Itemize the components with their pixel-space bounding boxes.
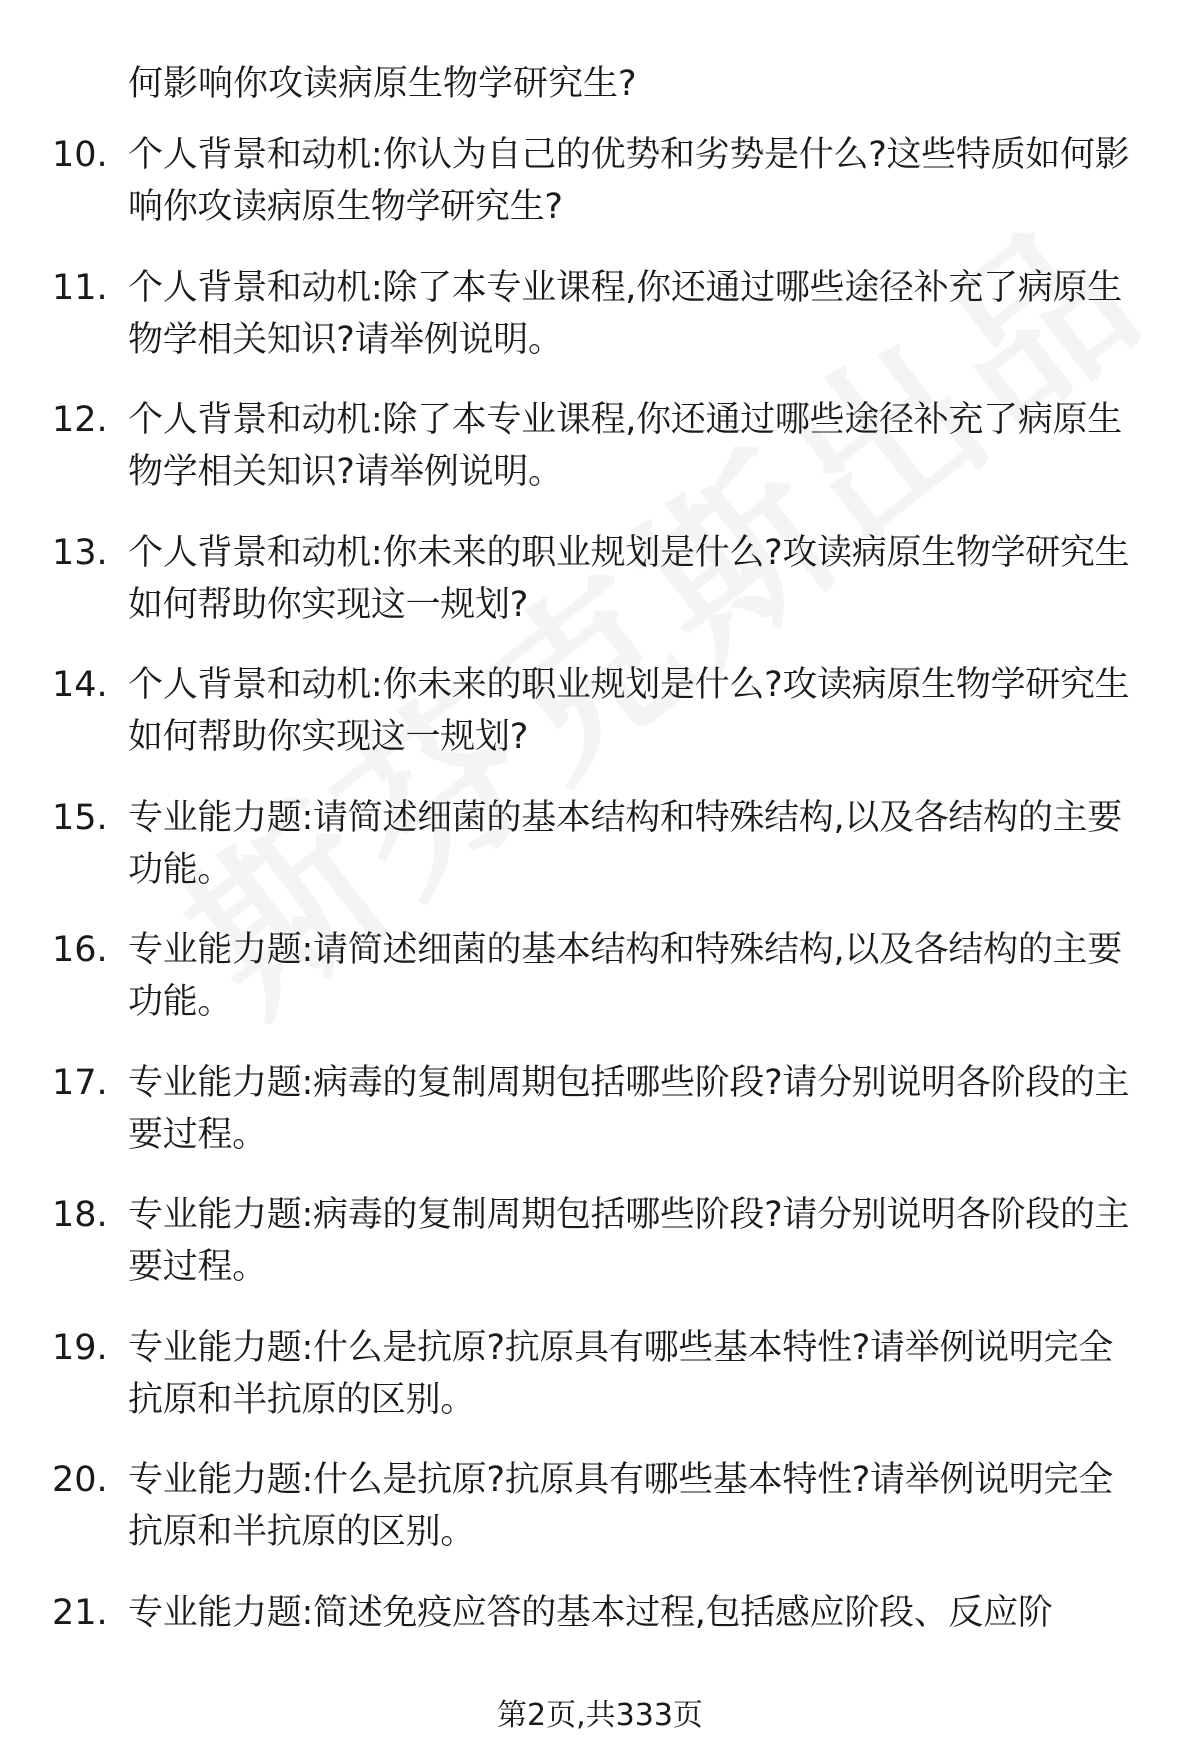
question-list bbox=[0, 129, 1200, 1719]
question-number: 12. bbox=[52, 400, 108, 440]
question-text: 专业能力题:什么是抗原?抗原具有哪些基本特性?请举例说明完全抗原和半抗原的区别。 bbox=[128, 1460, 1113, 1552]
question-text: 专业能力题:简述免疫应答的基本过程,包括感应阶段、反应阶 bbox=[128, 1592, 1053, 1633]
question-number: 13. bbox=[52, 532, 108, 573]
question-number: 19. bbox=[52, 1327, 108, 1368]
question-number: 21. bbox=[52, 1592, 108, 1633]
question-text: 专业能力题:病毒的复制周期包括哪些阶段?请分别说明各阶段的主要过程。 bbox=[128, 1062, 1130, 1155]
question-text: 专业能力题:请简述细菌的基本结构和特殊结构,以及各结构的主要功能。 bbox=[128, 930, 1122, 1022]
question-item bbox=[0, 1057, 1200, 1190]
question-number: 11. bbox=[52, 267, 108, 308]
question-text: 专业能力题:病毒的复制周期包括哪些阶段?请分别说明各阶段的主要过程。 bbox=[128, 1195, 1130, 1287]
question-item bbox=[0, 527, 1200, 660]
question-number: 17. bbox=[52, 1062, 108, 1103]
question-item bbox=[0, 792, 1200, 925]
question-item bbox=[0, 262, 1200, 395]
question-number: 10. bbox=[52, 135, 108, 175]
question-text: 个人背景和动机:你未来的职业规划是什么?攻读病原生物学研究生如何帮助你实现这一规划? bbox=[128, 665, 1130, 757]
question-number: 14. bbox=[52, 665, 108, 705]
question-item bbox=[0, 659, 1200, 792]
question-text: 专业能力题:请简述细菌的基本结构和特殊结构,以及各结构的主要功能。 bbox=[128, 797, 1122, 890]
question-number: 18. bbox=[52, 1195, 108, 1235]
page-footer: 第2页,共333页 bbox=[497, 1698, 703, 1733]
continuation-text: 何影响你攻读病原生物学研究生? bbox=[128, 64, 637, 104]
question-item bbox=[0, 1322, 1200, 1455]
question-text: 个人背景和动机:除了本专业课程,你还通过哪些途径补充了病原生物学相关知识?请举例说明。 bbox=[128, 400, 1122, 492]
question-item bbox=[0, 924, 1200, 1057]
question-number: 15. bbox=[52, 797, 108, 838]
question-item bbox=[0, 129, 1200, 262]
question-item bbox=[0, 1454, 1200, 1587]
question-text: 个人背景和动机:除了本专业课程,你还通过哪些途径补充了病原生物学相关知识?请举例说明。 bbox=[128, 267, 1122, 360]
question-text: 个人背景和动机:你认为自己的优势和劣势是什么?这些特质如何影响你攻读病原生物学研究生? bbox=[128, 135, 1130, 227]
question-item bbox=[0, 1189, 1200, 1322]
question-number: 20. bbox=[52, 1460, 108, 1500]
question-item bbox=[0, 394, 1200, 527]
question-number: 16. bbox=[52, 930, 108, 970]
question-text: 个人背景和动机:你未来的职业规划是什么?攻读病原生物学研究生如何帮助你实现这一规划? bbox=[128, 532, 1130, 625]
question-text: 专业能力题:什么是抗原?抗原具有哪些基本特性?请举例说明完全抗原和半抗原的区别。 bbox=[128, 1327, 1113, 1420]
